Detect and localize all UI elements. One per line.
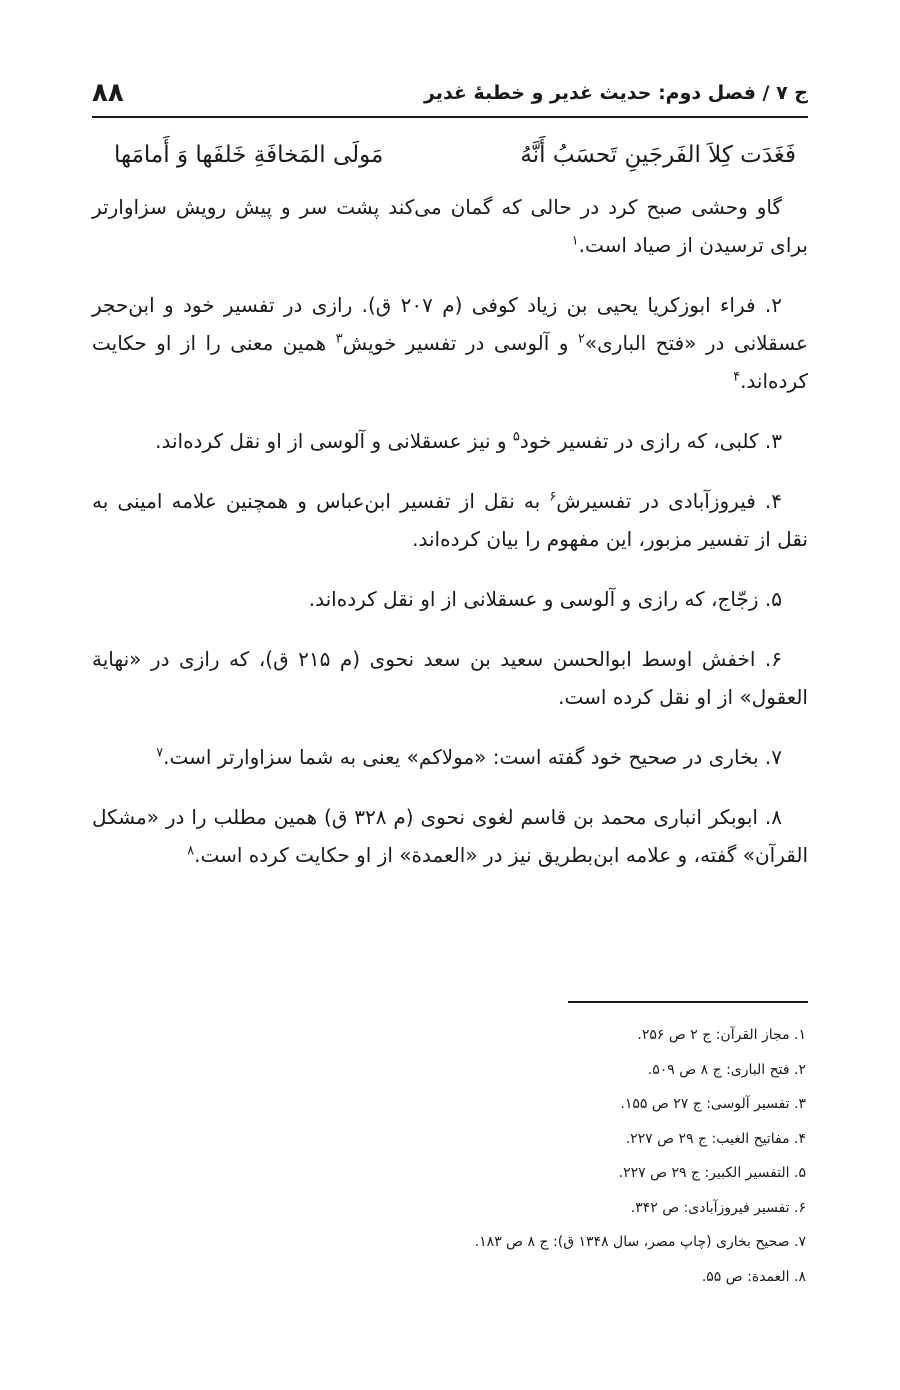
page-number: ۸۸ (92, 78, 124, 108)
list-item-text: ۴. فیروزآبادی در تفسیرش (556, 489, 782, 513)
footnote-item: ۱. مجاز القرآن: ج ۲ ص ۲۵۶. (637, 1027, 806, 1043)
list-item-text: و آلوسی در تفسیر خویش (342, 331, 578, 355)
list-item-text: ۳. کلبی، که رازی در تفسیر خود (519, 429, 782, 453)
list-item (92, 482, 808, 558)
list-item (92, 640, 808, 716)
footnote-ref[interactable]: ۷ (156, 745, 164, 761)
footnote-item: ۴. مفاتیح الغیب: ج ۲۹ ص ۲۲۷. (625, 1130, 806, 1147)
footnote-ref[interactable]: ۳ (335, 331, 343, 347)
footnote-item: ۶. تفسیر فیروزآبادی: ص ۳۴۲. (630, 1199, 806, 1216)
footnote-ref[interactable]: ۸ (187, 843, 195, 859)
list-item (92, 580, 808, 618)
main-content (92, 132, 808, 888)
poem-verse (92, 132, 808, 174)
verse-hemistich-right: فَغَدَت كِلاَ الفَرجَينِ تَحسَبُ أَنَّهُ (520, 142, 796, 168)
footnote-ref[interactable]: ۵ (512, 429, 520, 445)
list-item-text: و نیز عسقلانی و آلوسی از او نقل کرده‌اند. (155, 429, 513, 453)
footnote-ref[interactable]: ۶ (549, 489, 557, 505)
list-item-text: به نقل از تفسیر ابن‌عباس و همچنین علامه امینی به نقل از تفسیر مزبور، این مفهوم را بیان کرده‌اند. (92, 489, 808, 551)
list-item (92, 798, 808, 874)
verse-hemistich-left: مَولَى المَخافَةِ خَلفَها وَ أَمامَها (114, 142, 384, 168)
list-item-text: ۲. فراء ابوزکریا یحیی بن زیاد کوفی (م ۲۰۷ ق). رازی در تفسیر خود و ابن‌حجر عسقلانی در «فتح الباری» (92, 293, 808, 355)
footnotes-list (92, 1018, 808, 1294)
list-item-text: ۶. اخفش اوسط ابوالحسن سعید بن سعد نحوی (م ۲۱۵ ق)، که رازی در «نهایة العقول» از او نقل کرده است. (92, 647, 808, 709)
footnote-item: ۲. فتح الباری: ج ۸ ص ۵۰۹. (647, 1061, 806, 1078)
footnote-ref[interactable]: ۲ (577, 331, 585, 347)
translation-paragraph (92, 188, 808, 264)
translation-text: گاو وحشی صبح کرد در حالی که گمان می‌کند پشت سر و پیش رویش سزاوارتر برای ترسیدن از صیاد است. (92, 195, 808, 257)
list-item (92, 286, 808, 400)
footnote-item: ۳. تفسیر آلوسی: ج ۲۷ ص ۱۵۵. (620, 1096, 806, 1112)
running-title: ج ۷ / فصل دوم: حدیث غدیر و خطبهٔ غدیر (423, 82, 808, 104)
list-item (92, 422, 808, 460)
footnote-item: ۸. العمدة: ص ۵۵. (701, 1268, 806, 1285)
list-item-text: ۵. زجّاج، که رازی و آلوسی و عسقلانی از او نقل کرده‌اند. (308, 587, 782, 611)
list-item (92, 738, 808, 776)
footnote-item: ۷. صحیح بخاری (چاپ مصر، سال ۱۳۴۸ ق): ج ۸ ص ۱۸۳. (474, 1234, 806, 1250)
footnote-item: ۵. التفسیر الکبیر: ج ۲۹ ص ۲۲۷. (618, 1165, 806, 1181)
list-item-text: همین معنی را از او حکایت کرده‌اند. (92, 331, 808, 393)
footnote-ref[interactable]: ۱ (571, 233, 579, 249)
footnote-divider (568, 1001, 808, 1003)
footnote-ref[interactable]: ۴ (733, 369, 741, 385)
list-item-text: ۸. ابوبکر انباری محمد بن قاسم لغوی نحوی (م ۳۲۸ ق) همین مطلب را در «مشکل القرآن» گفته، و علامه ابن‌بطریق نیز در «العمدة» از او حکایت کرده است. (92, 805, 808, 867)
page-header (92, 70, 808, 118)
list-item-text: ۷. بخاری در صحیح خود گفته است: «مولاکم» یعنی به شما سزاوارتر است. (163, 745, 782, 769)
